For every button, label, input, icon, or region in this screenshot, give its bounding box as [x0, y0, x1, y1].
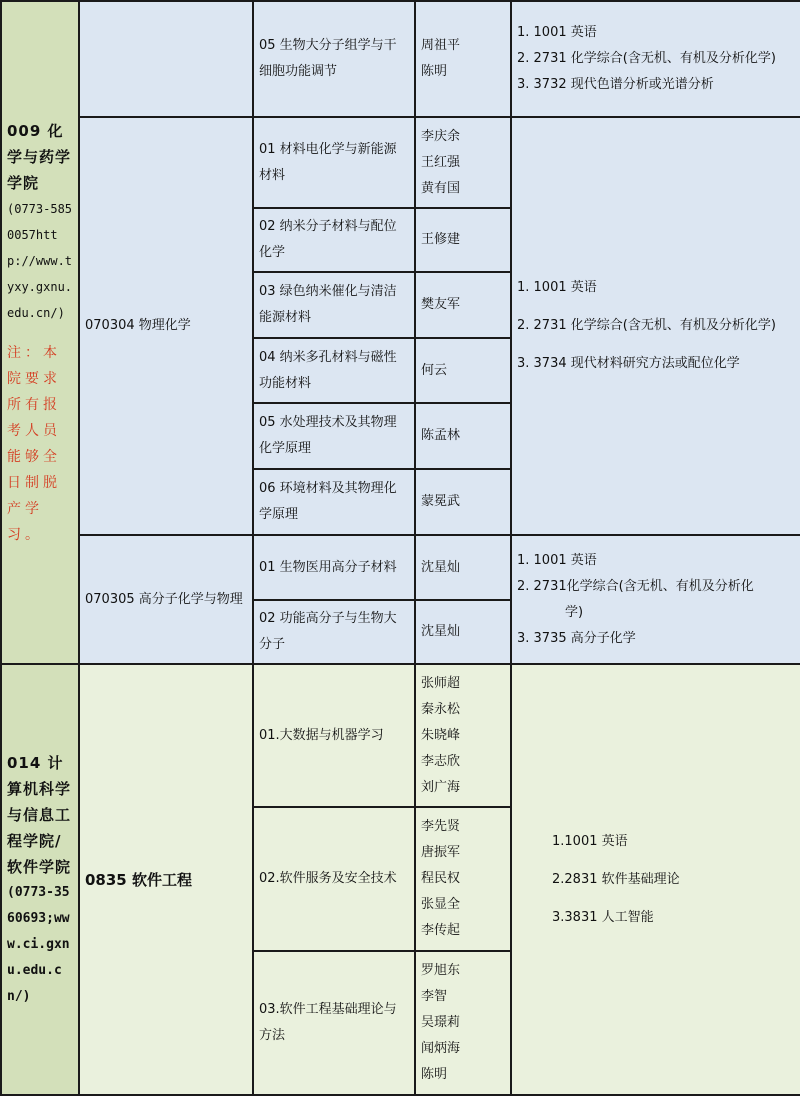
- tutor-name: 王红强: [421, 154, 461, 170]
- exam-item: 2.2831 软件基础理论: [552, 871, 680, 887]
- exam-item: 2. 2731化学综合(含无机、有机及分析化: [517, 578, 754, 594]
- tutor-cell: [415, 117, 511, 208]
- exam-cell: [511, 664, 800, 1095]
- tutor-name: 李传起: [421, 923, 461, 938]
- exam-item: 3. 3732 现代色谱分析或光谱分析: [517, 77, 714, 92]
- tutor-name: 黄有国: [421, 180, 461, 196]
- tutor-name: 何云: [421, 362, 448, 378]
- tutor-name: 周祖平: [421, 38, 461, 53]
- exam-cell: [511, 117, 800, 535]
- direction-cell: 04 纳米多孔材料与磁性功能材料: [253, 338, 415, 403]
- college-cell-computer-science: [1, 664, 79, 1095]
- direction-cell: 01 生物医用高分子材料: [253, 535, 415, 600]
- exam-item: 3. 3734 现代材料研究方法或配位化学: [517, 356, 740, 371]
- exam-item: 3.3831 人工智能: [552, 909, 654, 925]
- direction-cell: 03.软件工程基础理论与方法: [253, 951, 415, 1095]
- direction-cell: 05 水处理技术及其物理化学原理: [253, 403, 415, 469]
- exam-cell: [511, 535, 800, 664]
- tutor-cell: [415, 272, 511, 338]
- tutor-cell: [415, 338, 511, 403]
- table-row: [1, 117, 800, 208]
- tutor-name: 李志欣: [421, 753, 461, 769]
- tutor-cell: [415, 403, 511, 469]
- tutor-name: 李智: [421, 989, 448, 1004]
- direction-cell: 02.软件服务及安全技术: [253, 807, 415, 951]
- exam-item: 1.1001 英语: [552, 833, 628, 849]
- tutor-name: 陈明: [421, 64, 448, 79]
- major-cell: 070304 物理化学: [79, 117, 253, 535]
- tutor-name: 闻炳海: [421, 1041, 461, 1056]
- exam-item: 2. 2731 化学综合(含无机、有机及分析化学): [517, 51, 776, 66]
- tutor-name: 罗旭东: [421, 963, 461, 978]
- tutor-name: 程民权: [421, 871, 461, 886]
- major-cell: 0835 软件工程: [79, 664, 253, 1095]
- tutor-name: 朱晓峰: [421, 727, 461, 743]
- direction-cell: 01 材料电化学与新能源材料: [253, 117, 415, 208]
- tutor-name: 王修建: [421, 232, 461, 247]
- major-cell: [79, 1, 253, 117]
- college-name: 009 化学与药学学院: [7, 121, 72, 192]
- exam-item: 3. 3735 高分子化学: [517, 630, 636, 646]
- direction-cell: 06 环境材料及其物理化学原理: [253, 469, 415, 535]
- direction-cell: 02 纳米分子材料与配位化学: [253, 208, 415, 272]
- exam-item: 1. 1001 英语: [517, 552, 597, 568]
- exam-item: 学): [565, 604, 584, 620]
- tutor-name: 陈孟林: [421, 428, 461, 443]
- college-contact: (0773-3560693;www.ci.gxnu.edu.cn/): [7, 884, 70, 1004]
- table-row: [1, 535, 800, 600]
- direction-cell: 05 生物大分子组学与干细胞功能调节: [253, 1, 415, 117]
- tutor-name: 李先贤: [421, 819, 461, 834]
- college-contact: (0773-5850057http://www.tyxy.gxnu.edu.cn/): [7, 201, 73, 320]
- direction-cell: 03 绿色纳米催化与清洁能源材料: [253, 272, 415, 338]
- college-note: 注：本院要求所有报考人员能够全日制脱产学习。: [7, 344, 61, 543]
- tutor-name: 张显全: [421, 897, 461, 912]
- tutor-cell: [415, 600, 511, 664]
- exam-item: 1. 1001 英语: [517, 25, 597, 40]
- tutor-cell: [415, 807, 511, 951]
- exam-item: 2. 2731 化学综合(含无机、有机及分析化学): [517, 318, 776, 333]
- tutor-name: 刘广海: [421, 779, 461, 795]
- tutor-name: 陈明: [421, 1067, 448, 1082]
- tutor-cell: [415, 535, 511, 600]
- exam-cell: [511, 1, 800, 117]
- tutor-name: 李庆余: [421, 128, 461, 144]
- college-cell-chemistry: [1, 1, 79, 664]
- tutor-cell: [415, 469, 511, 535]
- table-row: [1, 664, 800, 807]
- college-name: 014 计算机科学与信息工程学院/软件学院: [7, 753, 72, 876]
- major-cell: 070305 高分子化学与物理: [79, 535, 253, 664]
- tutor-cell: [415, 208, 511, 272]
- direction-cell: 02 功能高分子与生物大分子: [253, 600, 415, 664]
- tutor-cell: [415, 1, 511, 117]
- tutor-name: 秦永松: [421, 701, 461, 717]
- tutor-cell: [415, 951, 511, 1095]
- tutor-name: 樊友军: [421, 297, 461, 312]
- table-row: [1, 1, 800, 117]
- tutor-name: 唐振军: [421, 845, 461, 860]
- tutor-name: 蒙冕武: [421, 494, 461, 509]
- direction-cell: 01.大数据与机器学习: [253, 664, 415, 807]
- tutor-cell: [415, 664, 511, 807]
- exam-item: 1. 1001 英语: [517, 280, 597, 295]
- tutor-name: 吴璟莉: [421, 1015, 461, 1030]
- tutor-name: 沈星灿: [421, 559, 461, 575]
- tutor-name: 张师超: [421, 675, 461, 691]
- tutor-name: 沈星灿: [421, 624, 461, 639]
